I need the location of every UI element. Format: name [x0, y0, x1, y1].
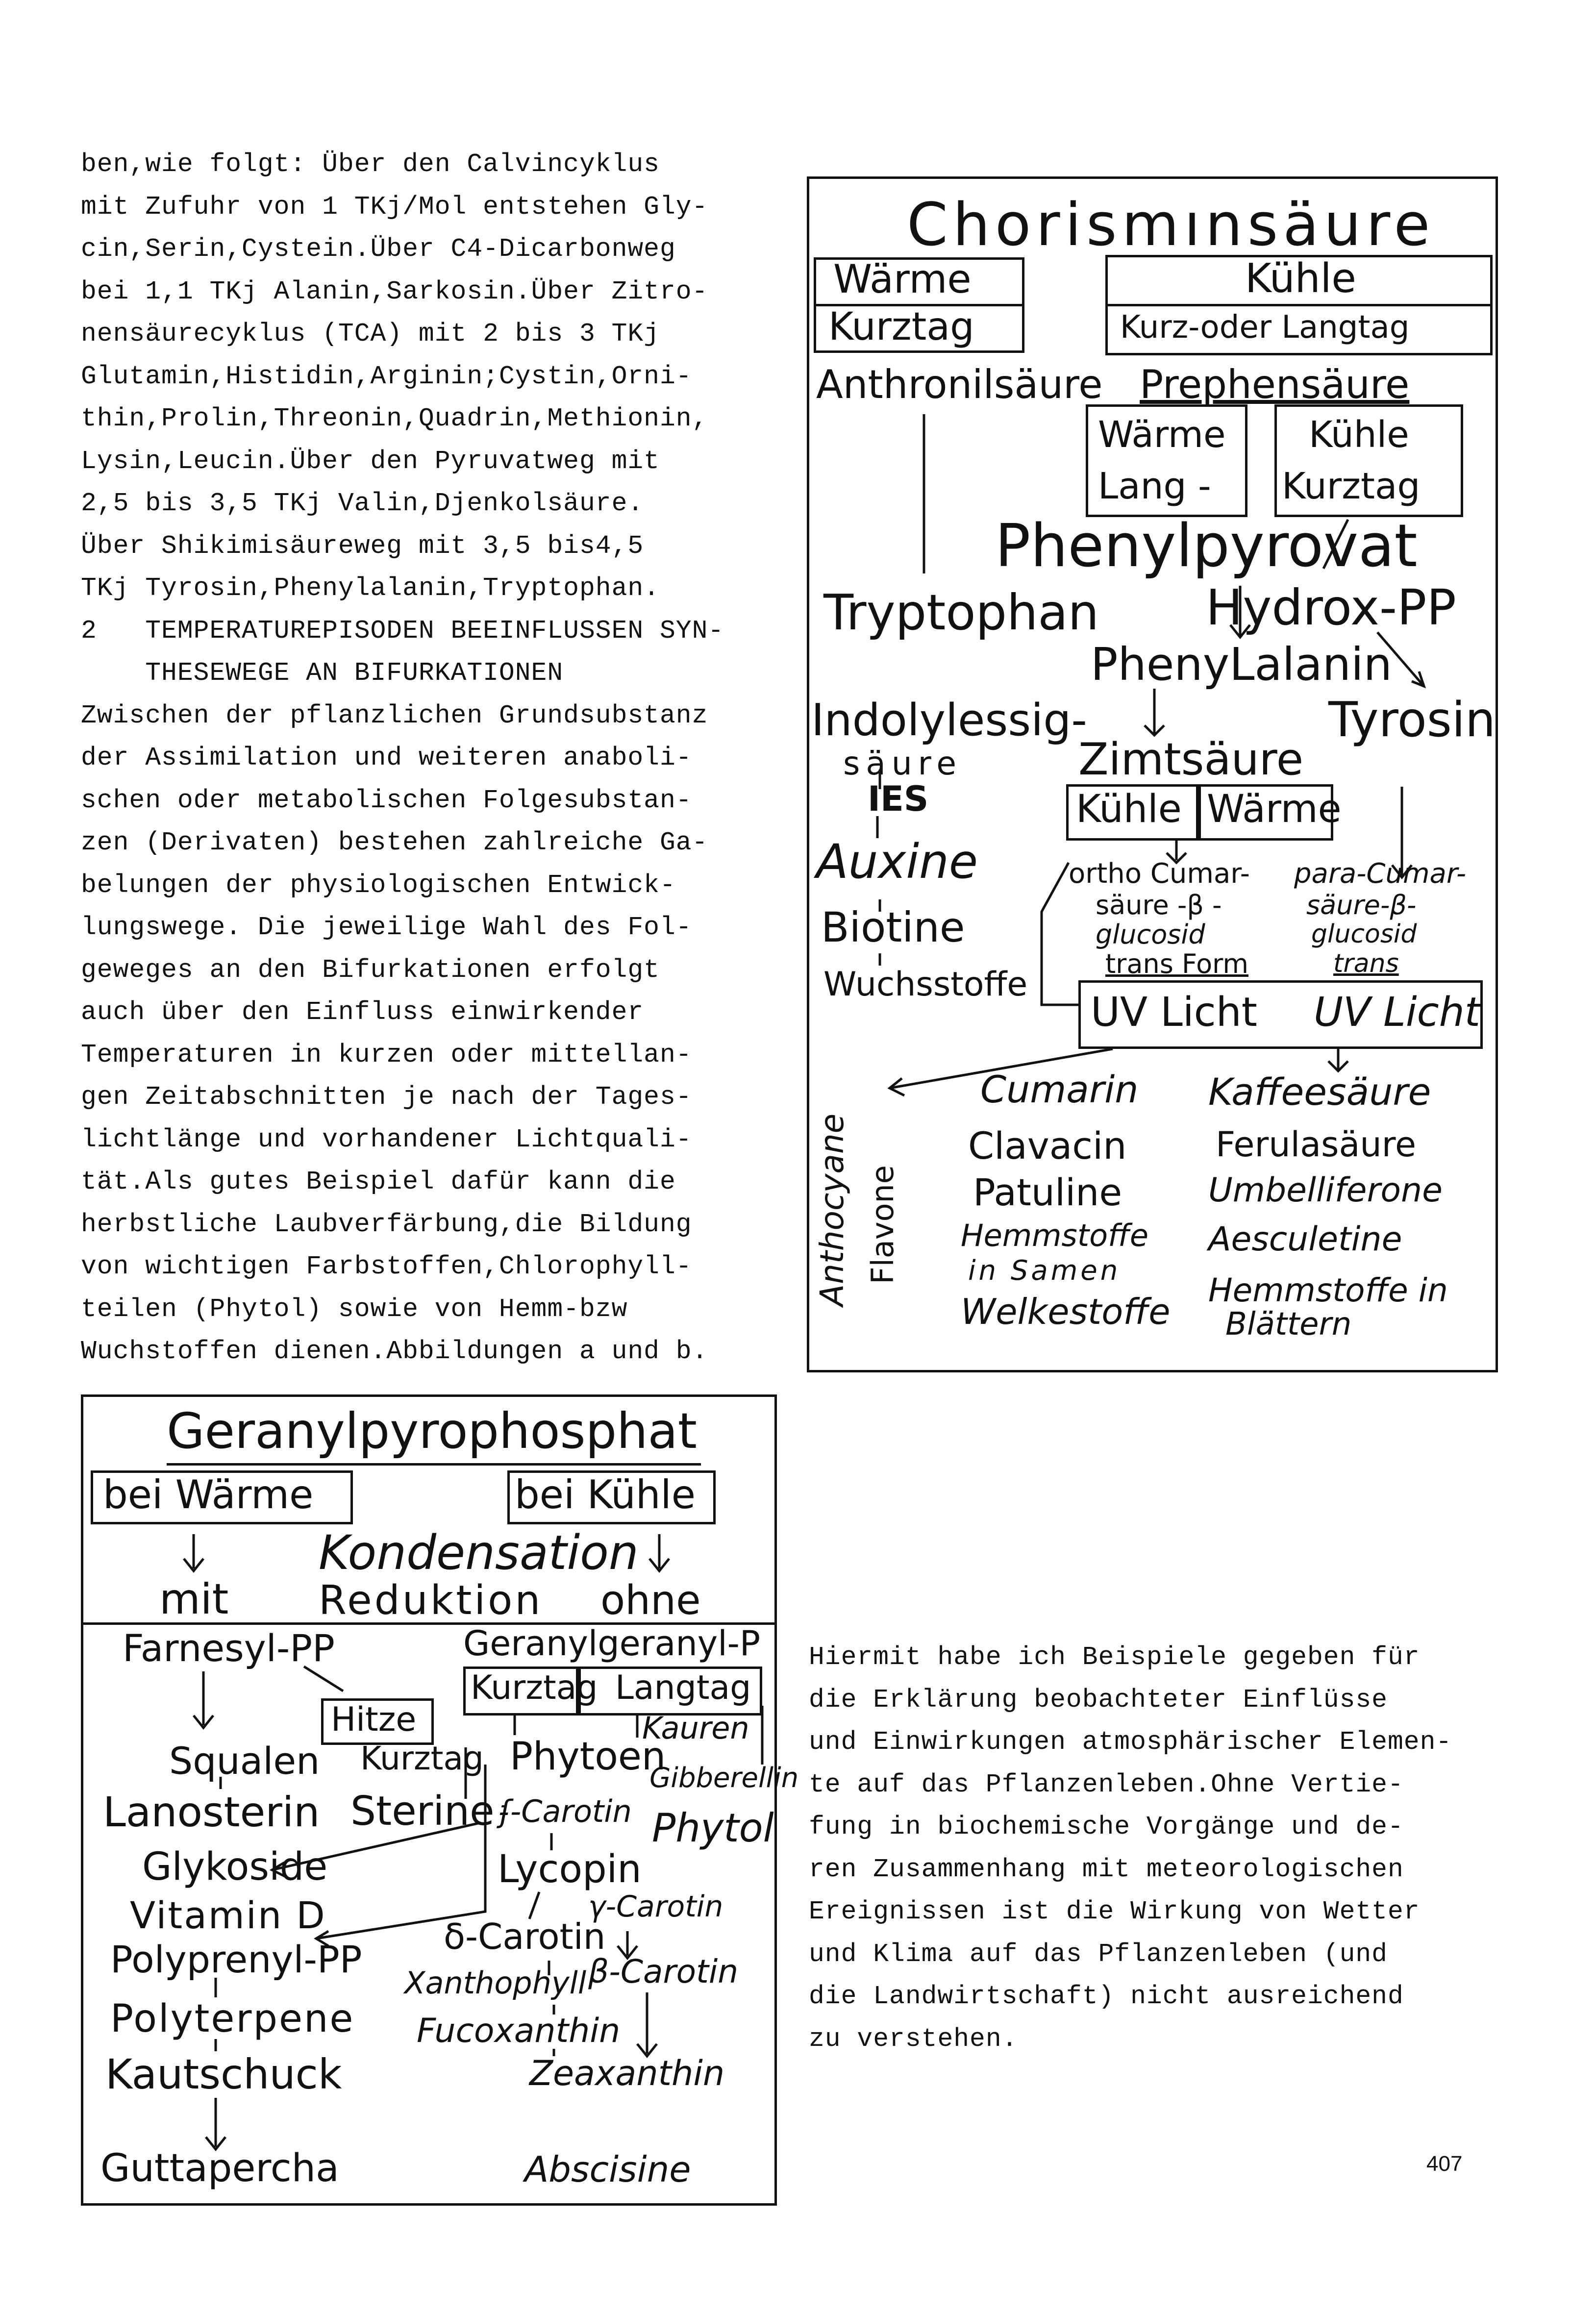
fig-b-squalen: Squalen [169, 1739, 320, 1783]
fig-b-deltacarotin: δ-Carotin [444, 1916, 606, 1957]
right-text-line: und Klima auf das Pflanzenleben (und [809, 1939, 1388, 1969]
right-text-line: ren Zusammenhang mit meteorologischen [809, 1854, 1404, 1884]
fig-b-gammacarotin: γ-Carotin [588, 1890, 723, 1924]
left-text-line: belungen der physiologischen Entwick- [81, 870, 676, 900]
left-text-line: lichtlänge und vorhandener Lichtquali- [81, 1124, 692, 1154]
fig-b-betacarotin: β-Carotin [588, 1953, 739, 1990]
fig-a-ortho-2: säure -β - [1096, 890, 1222, 920]
left-text-line: der Assimilation und weiteren anaboli- [81, 743, 692, 772]
fig-b-polyprenyl: Polyprenyl-PP [110, 1938, 362, 1981]
fig-a-box-kurztag-label: Kurztag [828, 305, 974, 349]
fig-a-title: Chorismınsäure [907, 191, 1435, 259]
fig-b-kondensation: Kondensation [319, 1525, 639, 1580]
left-text-line: Temperaturen in kurzen oder mittellan- [81, 1040, 692, 1069]
left-text-line: TKj Tyrosin,Phenylalanin,Tryptophan. [81, 573, 660, 603]
right-text-line: zu verstehen. [809, 2024, 1018, 2054]
left-text-line: herbstliche Laubverfärbung,die Bildung [81, 1209, 692, 1239]
fig-b-kurztag: Kurztag [471, 1668, 598, 1707]
fig-b-bei-kuehle: bei Kühle [515, 1472, 696, 1517]
left-text-line: bei 1,1 TKj Alanin,Sarkosin.Über Zitro- [81, 276, 708, 306]
fig-b-kautschuck: Kautschuck [105, 2050, 342, 2098]
fig-a-kuehle-kurztag-1: Kühle [1309, 414, 1409, 456]
fig-a-uv-licht-2: UV Licht [1314, 989, 1480, 1036]
left-text-line: thin,Prolin,Threonin,Quadrin,Methionin, [81, 404, 708, 433]
fig-a-wuchsstoffe: Wuchsstoffe [823, 965, 1028, 1004]
fig-a-cumarin: Cumarin [980, 1068, 1139, 1111]
right-text-line: te auf das Pflanzenleben.Ohne Vertie- [809, 1769, 1404, 1799]
right-text-line: die Erklärung beobachteter Einflüsse [809, 1685, 1388, 1715]
fig-a-blaettern: Blättern [1225, 1306, 1352, 1343]
fig-b-sterine: Sterine [350, 1788, 495, 1835]
page-number: 407 [1426, 2152, 1463, 2176]
left-text-line: von wichtigen Farbstoffen,Chlorophyll- [81, 1252, 692, 1281]
left-text-line: zen (Derivaten) bestehen zahlreiche Ga- [81, 828, 708, 857]
fig-b-mit: mit [159, 1575, 229, 1624]
fig-a-ferulasaeure: Ferulasäure [1216, 1124, 1417, 1165]
fig-a-hydroxpp: Hydrox-PP [1206, 579, 1456, 636]
fig-b-lycopin: Lycopin [498, 1847, 642, 1891]
fig-a-indolylessig: Indolylessig- [811, 695, 1087, 746]
fig-b-title: Geranylpyrophosphat [167, 1402, 697, 1460]
right-text-line: Hiermit habe ich Beispiele gegeben für [809, 1642, 1420, 1672]
fig-b-glykoside: Glykoside [142, 1845, 328, 1889]
fig-b-kauren: Kauren [642, 1710, 749, 1746]
fig-a-waerme-label: Wärme [1207, 787, 1342, 831]
left-text-line: cin,Serin,Cystein.Über C4-Dicarbonweg [81, 234, 676, 264]
fig-b-geranylgeranyl: Geranylgeranyl-P [463, 1623, 761, 1664]
fig-a-hemmstoffe-in: Hemmstoffe in [1208, 1271, 1448, 1309]
fig-a-kuehle-kurztag-2: Kurztag [1282, 465, 1421, 507]
fig-a-biotine: Biotine [821, 903, 965, 951]
fig-a-waerme-lang-1: Wärme [1098, 414, 1226, 456]
fig-b-guttapercha: Guttapercha [100, 2146, 339, 2190]
left-text-line: auch über den Einfluss einwirkender [81, 997, 644, 1027]
fig-a-welkestoffe: Welkestoffe [961, 1291, 1171, 1332]
fig-a-zimtsaeure: Zimtsäure [1078, 734, 1304, 785]
left-text-line: ben,wie folgt: Über den Calvincyklus [81, 149, 660, 179]
right-text-line: die Landwirtschaft) nicht ausreichend [809, 1982, 1404, 2011]
fig-b-ohne: ohne [600, 1577, 701, 1624]
fig-b-reduktion: Reduktion [319, 1577, 543, 1624]
fig-a-kuehle-label: Kühle [1076, 787, 1182, 831]
fig-b-vitamin: Vitamin D [130, 1893, 326, 1937]
left-text-line: teilen (Phytol) sowie von Hemm-bzw [81, 1294, 628, 1324]
left-text-line: Lysin,Leucin.Über den Pyruvatweg mit [81, 446, 660, 476]
fig-a-para-1: para-Cumar- [1294, 858, 1467, 890]
right-text-line: und Einwirkungen atmosphärischer Elemen- [809, 1727, 1452, 1757]
fig-a-tyrosin: Tyrosin [1328, 692, 1496, 748]
fig-a-ortho-1: ortho Cumar- [1069, 858, 1250, 890]
left-text-line: 2,5 bis 3,5 TKj Valin,Djenkolsäure. [81, 489, 644, 518]
fig-a-phenylalanin: PhenyLalanin [1091, 638, 1392, 691]
fig-b-polyterpene: Polyterpene [110, 1997, 355, 2041]
left-text-line: 2 TEMPERATUREPISODEN BEEINFLUSSEN SYN- [81, 616, 724, 646]
fig-a-flavone: Flavone [865, 1165, 900, 1284]
left-text-line: geweges an den Bifurkationen erfolgt [81, 955, 660, 985]
fig-b-kurztag2: Kurztag [360, 1740, 484, 1777]
fig-b-langtag: Langtag [615, 1668, 751, 1707]
fig-a-auxine: Auxine [816, 834, 978, 889]
left-text-line: nensäurecyklus (TCA) mit 2 bis 3 TKj [81, 319, 660, 348]
fig-a-box-warm-label: Wärme [833, 256, 972, 302]
fig-a-box-kurzlang-label: Kurz-oder Langtag [1120, 309, 1410, 346]
fig-a-para-2: säure-β- [1306, 890, 1417, 920]
fig-a-phenylpyrovat: Phenylpyrovat [995, 512, 1418, 580]
fig-b-phytoen: Phytoen [510, 1735, 666, 1779]
fig-b-gcarotin: ʄ-Carotin [500, 1793, 632, 1829]
left-text-line: gen Zeitabschnitten je nach der Tages- [81, 1082, 692, 1112]
fig-b-phytol: Phytol [652, 1805, 774, 1851]
fig-a-waerme-lang-2: Lang - [1098, 465, 1211, 507]
fig-a-box-kuehle-label: Kühle [1245, 255, 1356, 302]
fig-a-in-samen: in Samen [968, 1255, 1121, 1287]
left-text-line: lungswege. Die jeweilige Wahl des Fol- [81, 913, 692, 942]
right-text-line: Ereignissen ist die Wirkung von Wetter [809, 1897, 1420, 1926]
fig-a-uv-licht-1: UV Licht [1091, 989, 1257, 1036]
right-text-line: fung in biochemische Vorgänge und de- [809, 1812, 1404, 1841]
fig-b-lanosterin: Lanosterin [103, 1788, 320, 1836]
fig-a-ortho-4: trans Form [1105, 948, 1249, 979]
fig-a-clavacin: Clavacin [968, 1124, 1127, 1168]
left-text-line: Über Shikimisäureweg mit 3,5 bis4,5 [81, 531, 644, 561]
fig-a-para-3: glucosid [1311, 920, 1417, 949]
left-text-line: schen oder metabolischen Folgesubstan- [81, 785, 692, 815]
fig-a-patuline: Patuline [973, 1170, 1122, 1214]
fig-a-aesculetine: Aesculetine [1208, 1220, 1402, 1259]
left-text-line: mit Zufuhr von 1 TKj/Mol entstehen Gly- [81, 192, 708, 222]
fig-a-umbelliferone: Umbelliferone [1208, 1171, 1443, 1210]
fig-a-hemmstoffe: Hemmstoffe [961, 1218, 1148, 1253]
fig-a-kaffeesaeure: Kaffeesäure [1208, 1070, 1431, 1114]
fig-b-abscisine: Abscisine [524, 2149, 691, 2190]
fig-b-hitze: Hitze [331, 1700, 417, 1739]
fig-b-gibberellin: Gibberellin [649, 1762, 799, 1794]
left-text-line: Wuchstoffen dienen.Abbildungen a und b. [81, 1337, 708, 1366]
fig-a-saeure: säure [843, 745, 962, 782]
fig-a-ies: IES [868, 779, 929, 819]
fig-a-anthocyane: Anthocyane [813, 1113, 851, 1306]
fig-a-anthronilsaeure: Anthronilsäure [816, 362, 1103, 407]
left-text-line: Zwischen der pflanzlichen Grundsubstanz [81, 700, 708, 730]
fig-b-fucoxanthin: Fucoxanthin [417, 2012, 621, 2050]
fig-b-bei-waerme: bei Wärme [103, 1472, 314, 1517]
fig-b-zeaxanthin: Zeaxanthin [529, 2053, 725, 2093]
fig-a-prephensaeure: Prephensäure [1140, 362, 1410, 407]
fig-b-farnesyl: Farnesyl-PP [123, 1626, 335, 1670]
fig-a-tryptophan: Tryptophan [823, 584, 1099, 641]
fig-a-ortho-3: glucosid [1096, 919, 1205, 950]
left-text-line: Glutamin,Histidin,Arginin;Cystin,Orni- [81, 361, 692, 391]
fig-a-para-4: trans [1333, 949, 1399, 978]
left-text-line: tät.Als gutes Beispiel dafür kann die [81, 1167, 676, 1196]
fig-b-xanthophyll: Xanthophyll [404, 1965, 587, 2001]
left-text-line: THESEWEGE AN BIFURKATIONEN [81, 658, 564, 688]
